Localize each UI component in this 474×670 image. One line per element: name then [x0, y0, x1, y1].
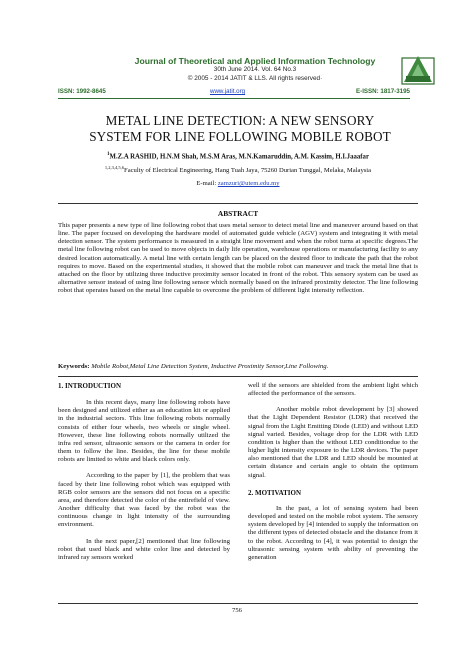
left-column	[58, 382, 230, 562]
motivation-paragraph-1: In the past, a lot of sensing system had been developed and tested on the mobile robot system. The sensory system developed by [4] intended to supply the information on the different types of detected obstacle and the distance from it to the robot. According to [4], it was potential to design the ultrasonic sensing system with ability of preventing the generation	[248, 504, 418, 561]
keywords	[58, 363, 418, 370]
journal-website-link[interactable]: www.jatit.org	[210, 88, 246, 95]
keywords-rule	[58, 376, 418, 377]
section-2-heading: 2. MOTIVATION	[248, 488, 302, 497]
email-line	[58, 180, 418, 187]
affiliation-text: Faculty of Electrical Engineering, Hang Tuah Jaya, 75260 Durian Tunggal, Melaka, Malaysia	[124, 167, 372, 175]
title-line-2: SYSTEM FOR LINE FOLLOWING MOBILE ROBOT	[89, 128, 391, 144]
page-number: 756	[232, 607, 242, 614]
right-column	[248, 382, 418, 562]
footer-rule	[58, 603, 418, 604]
intro-paragraph-1: In this recent days, many line following robots have been designed and utilized either as an education kit or applied in the industrial sectors. This line following robots normally consists of either four wheels, two wheels or single wheel. However, these line following robots normally utilized the infra red sensor, ultrasonic sensors or the camera in order for them to follow the line. Besides, the line for these mobile robots are limited to white and black colors only.	[58, 399, 230, 464]
issn: ISSN: 1992-8645	[58, 88, 106, 95]
affiliation	[58, 165, 418, 174]
header-rule	[58, 98, 410, 99]
intro-paragraph-5: Another mobile robot development by [3] showed that the Light Dependent Resistor (LDR) that received the signal from the Light Emitting Diode (LED) and without LED signal varied. Besides, voltage drop for the LDR with LED condition is higher than the without LED conditiondue to the higher light intensity exposure to the LDR devices. The paper also mentioned that the LDR and LED should be mounted at certain distance and certain angle to obtain the optimum signal.	[248, 406, 418, 479]
keywords-label: Keywords:	[58, 363, 90, 370]
intro-paragraph-2: According to the paper by [1], the problem that was faced by their line following robot which was equipped with RGB color sensors are the sensors did not focus on a specific area, and therefore detected the color of the entirefield of view. Another difficulty that was faced by the robot was the continuous change in light intensity of the surrounding environment.	[58, 472, 230, 529]
keywords-list: Mobile Robot,Metal Line Detection System, Inductive Proximity Sensor,Line Following.	[91, 363, 329, 370]
intro-paragraph-4: well if the sensors are shielded from the ambient light which affected the performance of the sensors.	[248, 382, 418, 398]
email-label: E-mail:	[196, 180, 217, 187]
section-1-heading: 1. INTRODUCTION	[58, 382, 122, 390]
eissn: E-ISSN: 1817-3195	[356, 88, 410, 95]
abstract-heading: ABSTRACT	[217, 209, 259, 218]
copyright-line: © 2005 - 2014 JATIT & LLS. All rights reserved·	[187, 75, 323, 82]
affiliation-superscript: 1,2,3,4,5,6	[104, 165, 125, 170]
author-list: $^1$M.Z.A RASHID, H.N.M Shah, M.S.M Aras, M.N.Kamaruddin, A.M. Kassim, H.I.Jaaafar	[107, 152, 369, 161]
abstract-top-rule	[58, 203, 418, 204]
issn-bar	[58, 88, 410, 97]
email-link[interactable]: zamzuri@utem.edu.my	[217, 180, 280, 187]
authors: M.Z.A RASHID, H.N.M Shah, M.S.M Aras, M.N.Kamaruddin, A.M. Kassim, H.I.Jaaafar	[109, 153, 369, 161]
paper-title	[70, 113, 410, 144]
journal-title: Journal of Theoretical and Applied Information Technology	[134, 56, 376, 66]
abstract-body: This paper presents a new type of line following robot that uses metal sensor to detect metal line and maneuver around based on that line. The paper focused on developing the hardware model of automated guide vehicle (AGV) system and integrating it with metal detection sensor. The system performance is measured in a straight line movement and when the robot turns at specific degrees.The metal line following robot can be used to move objects in daily life operation, warehouse operations or manufacturing facility to any desired location automatically. A metal line with certain length can be placed on the desired floor to indicate the path that the robot requires to move. Based on the experimental studies, it showed that the mobile robot can maneuver and track the metal line that is attached on the floor by utilizing three inductive proximity sensor located in front of the robot. This sensory system can be used as alternative sensor instead of using line following sensor which normally based on the infrared proximity detector. The line following robot that operates based on the metal line capable to overcome the problem of different light intensity reflection.	[58, 222, 418, 295]
title-line-1: METAL LINE DETECTION: A NEW SENSORY	[105, 113, 375, 128]
jatit-logo-icon	[400, 52, 436, 86]
volume-date: 30th June 2014. Vol. 64 No.3	[213, 66, 297, 73]
intro-paragraph-3: In the next paper,[2] mentioned that line following robot that used black and white color line and detected by infrared ray sensors worked	[58, 537, 230, 561]
